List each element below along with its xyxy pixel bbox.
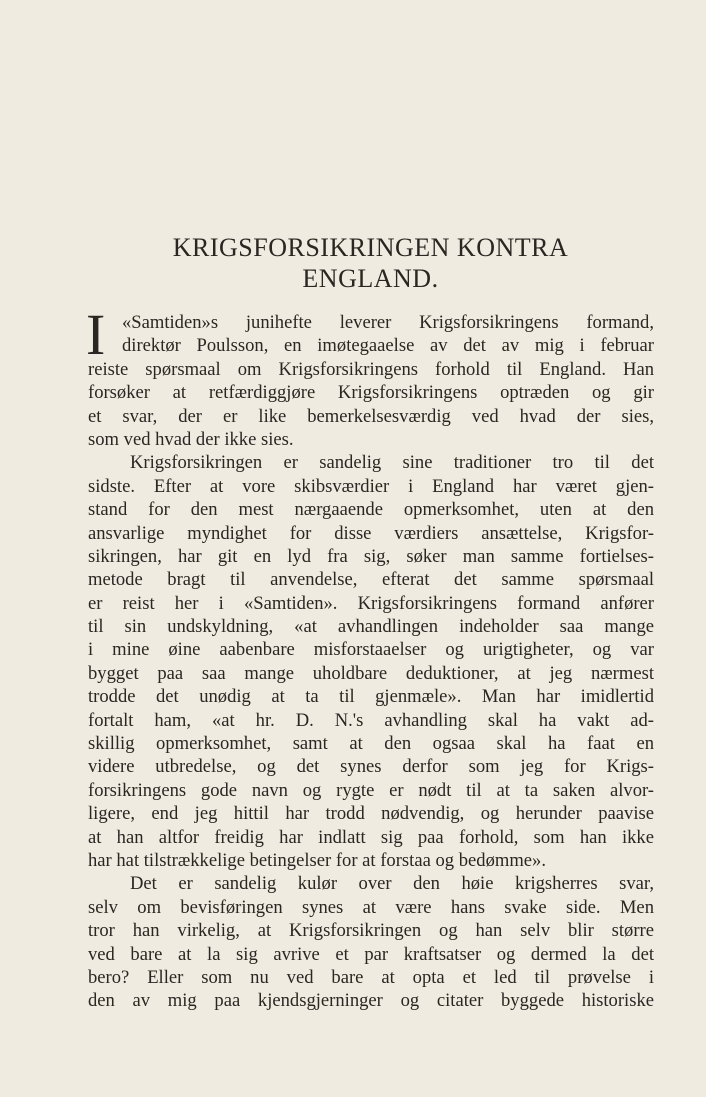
text-line: til sin undskyldning, «at avhandlingen indeholder saa mange [88,616,654,638]
text-line: er reist her i «Samtiden». Krigsforsikringens formand anfører [88,592,654,614]
text-line: at han altfor freidig har indlatt sig paa forhold, som han ikke [88,826,654,848]
text-line: den av mig paa kjendsgjerninger og citater byggede historiske [88,990,654,1012]
text-line: trodde det unødig at ta til gjenmæle». Man har imidlertid [88,686,654,708]
text-line: videre utbredelse, og det synes derfor som jeg for Krigs- [88,756,654,778]
text-line: selv om bevisføringen synes at være hans svake side. Men [88,896,654,918]
text-line: fortalt ham, «at hr. D. N.'s avhandling skal ha vakt ad- [88,709,654,731]
text-line: Krigsforsikringen er sandelig sine traditioner tro til det [130,452,654,474]
text-line: et svar, der er like bemerkelsesværdig ved hvad der sies, [88,405,654,427]
text-line: som ved hvad der ikke sies. [88,428,294,450]
text-line: bygget paa saa mange uholdbare deduktioner, at jeg nærmest [88,662,654,684]
title-line-1: KRIGSFORSIKRINGEN KONTRA [172,233,569,262]
text-line: ligere, end jeg hittil har trodd nødvendig, og herunder paavise [88,803,654,825]
text-line: i mine øine aabenbare misforstaaelser og urigtigheter, og var [88,639,654,661]
text-line: bero? Eller som nu ved bare at opta et led til prøvelse i [88,966,654,988]
text-line: ansvarlige myndighet for disse værdiers ansættelse, Krigsfor- [88,522,654,544]
article-title [88,232,653,294]
text-line: metode bragt til anvendelse, efterat det samme spørsmaal [88,569,654,591]
text-line: «Samtiden»s junihefte leverer Krigsforsikringens formand, [122,312,654,333]
text-line: stand for den mest nærgaaende opmerksomhet, uten at den [88,499,654,521]
article-body [86,302,654,1013]
title-line-2: ENGLAND. [302,264,439,293]
text-line: forsøker at retfærdiggjøre Krigsforsikringens optræden og gir [88,382,654,404]
text-line: forsikringens gode navn og rygte er nødt til at ta saken alvor- [88,779,654,801]
text-line: har hat tilstrækkelige betingelser for at forstaa og bedømme». [88,849,546,871]
text-line: Det er sandelig kulør over den høie krigsherres svar, [130,873,654,895]
text-line: ved bare at la sig avrive et par kraftsatser og dermed la det [88,943,654,965]
text-line: tror han virkelig, at Krigsforsikringen og han selv blir større [88,920,654,942]
text-line: skillig opmerksomhet, samt at den ogsaa skal ha faat en [88,733,654,755]
text-line: sidste. Efter at vore skibsværdier i England har været gjen- [88,475,654,497]
text-line: sikringen, har git en lyd fra sig, søker man samme fortielses- [88,545,654,567]
text-line: direktør Poulsson, en imøtegaaelse av det av mig i februar [122,335,654,357]
text-line: reiste spørsmaal om Krigsforsikringens forhold til England. Han [88,358,654,380]
drop-cap: I [86,302,106,367]
